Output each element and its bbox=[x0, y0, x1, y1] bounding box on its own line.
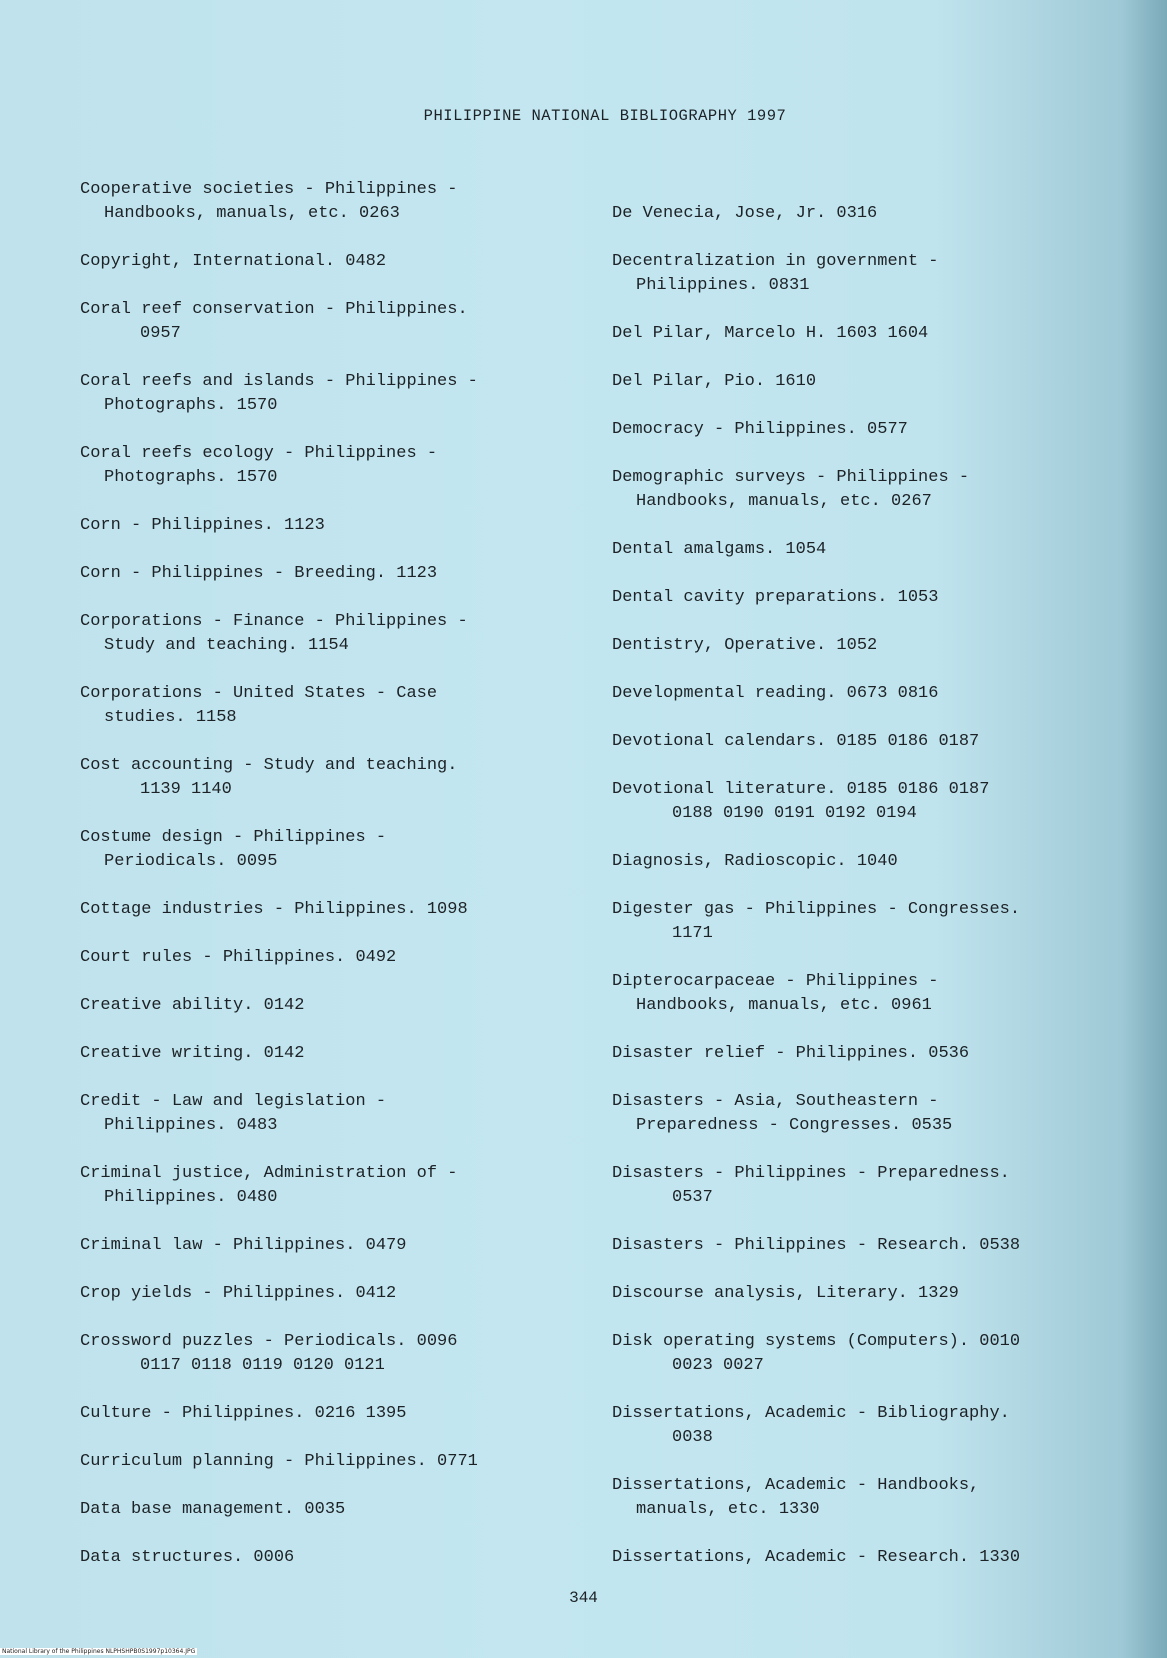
entry-heading: Data structures. 0006 bbox=[80, 1548, 295, 1567]
index-entry bbox=[612, 1090, 1142, 1138]
entry-heading: Corn - Philippines - Breeding. 1123 bbox=[80, 564, 438, 583]
index-entry bbox=[612, 1402, 1142, 1450]
entry-heading: De Venecia, Jose, Jr. 0316 bbox=[612, 204, 878, 223]
entry-continuation: 1139 1140 bbox=[140, 780, 232, 799]
entry-heading: Criminal justice, Administration of - bbox=[80, 1164, 458, 1183]
index-entry bbox=[80, 514, 570, 538]
entry-heading: Coral reef conservation - Philippines. bbox=[80, 300, 468, 319]
entry-continuation: Handbooks, manuals, etc. 0961 bbox=[636, 996, 932, 1015]
entry-continuation: Philippines. 0831 bbox=[636, 276, 810, 295]
scan-footer: National Library of the Philippines NLPHSHPB0S1997p10364.JPG bbox=[2, 1648, 196, 1655]
index-entry bbox=[612, 730, 1142, 754]
entry-continuation: Photographs. 1570 bbox=[104, 396, 278, 415]
entry-heading: Disaster relief - Philippines. 0536 bbox=[612, 1044, 970, 1063]
index-entry bbox=[80, 370, 570, 418]
entry-heading: Credit - Law and legislation - bbox=[80, 1092, 387, 1111]
entry-continuation: Preparedness - Congresses. 0535 bbox=[636, 1116, 953, 1135]
index-entry bbox=[612, 1234, 1142, 1258]
index-entry bbox=[80, 562, 570, 586]
entry-heading: Cottage industries - Philippines. 1098 bbox=[80, 900, 468, 919]
entry-heading: Disasters - Asia, Southeastern - bbox=[612, 1092, 939, 1111]
entry-heading: Disasters - Philippines - Research. 0538 bbox=[612, 1236, 1021, 1255]
index-entry bbox=[80, 442, 570, 490]
entry-continuation: 0023 0027 bbox=[672, 1356, 764, 1375]
index-entry bbox=[80, 1450, 570, 1474]
entry-heading: Dental amalgams. 1054 bbox=[612, 540, 827, 559]
entry-heading: Crossword puzzles - Periodicals. 0096 bbox=[80, 1332, 458, 1351]
entry-heading: Del Pilar, Marcelo H. 1603 1604 bbox=[612, 324, 929, 343]
entry-continuation: 0188 0190 0191 0192 0194 bbox=[672, 804, 917, 823]
entry-heading: Diagnosis, Radioscopic. 1040 bbox=[612, 852, 898, 871]
index-entry bbox=[612, 1330, 1142, 1378]
entry-heading: Coral reefs and islands - Philippines - bbox=[80, 372, 478, 391]
index-entry bbox=[612, 322, 1142, 346]
entry-continuation: studies. 1158 bbox=[104, 708, 237, 727]
entry-heading: Developmental reading. 0673 0816 bbox=[612, 684, 939, 703]
index-entry bbox=[80, 754, 570, 802]
index-entry bbox=[80, 610, 570, 658]
entry-heading: Creative writing. 0142 bbox=[80, 1044, 305, 1063]
entry-heading: Corporations - United States - Case bbox=[80, 684, 438, 703]
index-entry bbox=[80, 1042, 570, 1066]
entry-heading: Disk operating systems (Computers). 0010 bbox=[612, 1332, 1021, 1351]
page-header: PHILIPPINE NATIONAL BIBLIOGRAPHY 1997 bbox=[423, 107, 787, 125]
index-entry bbox=[80, 1090, 570, 1138]
entry-heading: Crop yields - Philippines. 0412 bbox=[80, 1284, 397, 1303]
index-entry bbox=[612, 538, 1142, 562]
entry-heading: Court rules - Philippines. 0492 bbox=[80, 948, 397, 967]
entry-heading: Criminal law - Philippines. 0479 bbox=[80, 1236, 407, 1255]
index-entry bbox=[612, 1042, 1142, 1066]
entry-continuation: Handbooks, manuals, etc. 0263 bbox=[104, 204, 400, 223]
index-entry bbox=[612, 370, 1142, 394]
index-entry bbox=[80, 1234, 570, 1258]
entry-heading: Devotional calendars. 0185 0186 0187 bbox=[612, 732, 980, 751]
entry-continuation: Study and teaching. 1154 bbox=[104, 636, 349, 655]
entry-heading: Copyright, International. 0482 bbox=[80, 252, 387, 271]
index-entry bbox=[80, 1330, 570, 1378]
entry-heading: Decentralization in government - bbox=[612, 252, 939, 271]
entry-continuation: 0117 0118 0119 0120 0121 bbox=[140, 1356, 385, 1375]
index-entry bbox=[612, 1546, 1142, 1570]
index-entry bbox=[80, 1498, 570, 1522]
entry-heading: Demographic surveys - Philippines - bbox=[612, 468, 970, 487]
entry-heading: Corn - Philippines. 1123 bbox=[80, 516, 325, 535]
entry-heading: Data base management. 0035 bbox=[80, 1500, 346, 1519]
entry-heading: Disasters - Philippines - Preparedness. bbox=[612, 1164, 1010, 1183]
index-entry bbox=[612, 418, 1142, 442]
entry-heading: Dentistry, Operative. 1052 bbox=[612, 636, 878, 655]
index-entry bbox=[80, 298, 570, 346]
entry-continuation: 0537 bbox=[672, 1188, 713, 1207]
page-number: 344 bbox=[569, 1589, 598, 1607]
entry-heading: Curriculum planning - Philippines. 0771 bbox=[80, 1452, 478, 1471]
index-entry bbox=[80, 1546, 570, 1570]
index-entry bbox=[80, 1282, 570, 1306]
index-entry bbox=[80, 946, 570, 970]
entry-continuation: Philippines. 0480 bbox=[104, 1188, 278, 1207]
index-entry bbox=[612, 634, 1142, 658]
index-entry bbox=[612, 586, 1142, 610]
index-entry bbox=[80, 250, 570, 274]
index-entry bbox=[612, 778, 1142, 826]
entry-continuation: 1171 bbox=[672, 924, 713, 943]
entry-heading: Devotional literature. 0185 0186 0187 bbox=[612, 780, 990, 799]
index-entry bbox=[80, 1402, 570, 1426]
entry-heading: Dissertations, Academic - Bibliography. bbox=[612, 1404, 1010, 1423]
entry-heading: Cooperative societies - Philippines - bbox=[80, 180, 458, 199]
index-entry bbox=[80, 682, 570, 730]
left-index-column bbox=[80, 178, 570, 1594]
entry-heading: Costume design - Philippines - bbox=[80, 828, 387, 847]
index-entry bbox=[612, 250, 1142, 298]
entry-heading: Dissertations, Academic - Research. 1330 bbox=[612, 1548, 1021, 1567]
entry-continuation: Philippines. 0483 bbox=[104, 1116, 278, 1135]
entry-heading: Creative ability. 0142 bbox=[80, 996, 305, 1015]
entry-continuation: Periodicals. 0095 bbox=[104, 852, 278, 871]
entry-continuation: manuals, etc. 1330 bbox=[636, 1500, 820, 1519]
entry-continuation: 0957 bbox=[140, 324, 181, 343]
index-entry bbox=[80, 178, 570, 226]
index-entry bbox=[80, 826, 570, 874]
entry-heading: Digester gas - Philippines - Congresses. bbox=[612, 900, 1021, 919]
entry-heading: Dissertations, Academic - Handbooks, bbox=[612, 1476, 980, 1495]
index-entry bbox=[612, 850, 1142, 874]
index-entry bbox=[612, 1474, 1142, 1522]
entry-continuation: Handbooks, manuals, etc. 0267 bbox=[636, 492, 932, 511]
entry-heading: Culture - Philippines. 0216 1395 bbox=[80, 1404, 407, 1423]
index-entry bbox=[612, 466, 1142, 514]
index-entry bbox=[612, 1162, 1142, 1210]
entry-heading: Coral reefs ecology - Philippines - bbox=[80, 444, 438, 463]
index-entry bbox=[612, 1282, 1142, 1306]
index-entry bbox=[612, 898, 1142, 946]
index-entry bbox=[80, 898, 570, 922]
entry-heading: Discourse analysis, Literary. 1329 bbox=[612, 1284, 959, 1303]
right-index-column bbox=[612, 202, 1142, 1594]
entry-heading: Democracy - Philippines. 0577 bbox=[612, 420, 908, 439]
index-entry bbox=[612, 202, 1142, 226]
index-entry bbox=[612, 970, 1142, 1018]
index-entry bbox=[612, 682, 1142, 706]
entry-heading: Del Pilar, Pio. 1610 bbox=[612, 372, 817, 391]
entry-heading: Dipterocarpaceae - Philippines - bbox=[612, 972, 939, 991]
entry-continuation: Photographs. 1570 bbox=[104, 468, 278, 487]
entry-continuation: 0038 bbox=[672, 1428, 713, 1447]
entry-heading: Corporations - Finance - Philippines - bbox=[80, 612, 468, 631]
index-entry bbox=[80, 1162, 570, 1210]
entry-heading: Cost accounting - Study and teaching. bbox=[80, 756, 458, 775]
index-entry bbox=[80, 994, 570, 1018]
entry-heading: Dental cavity preparations. 1053 bbox=[612, 588, 939, 607]
